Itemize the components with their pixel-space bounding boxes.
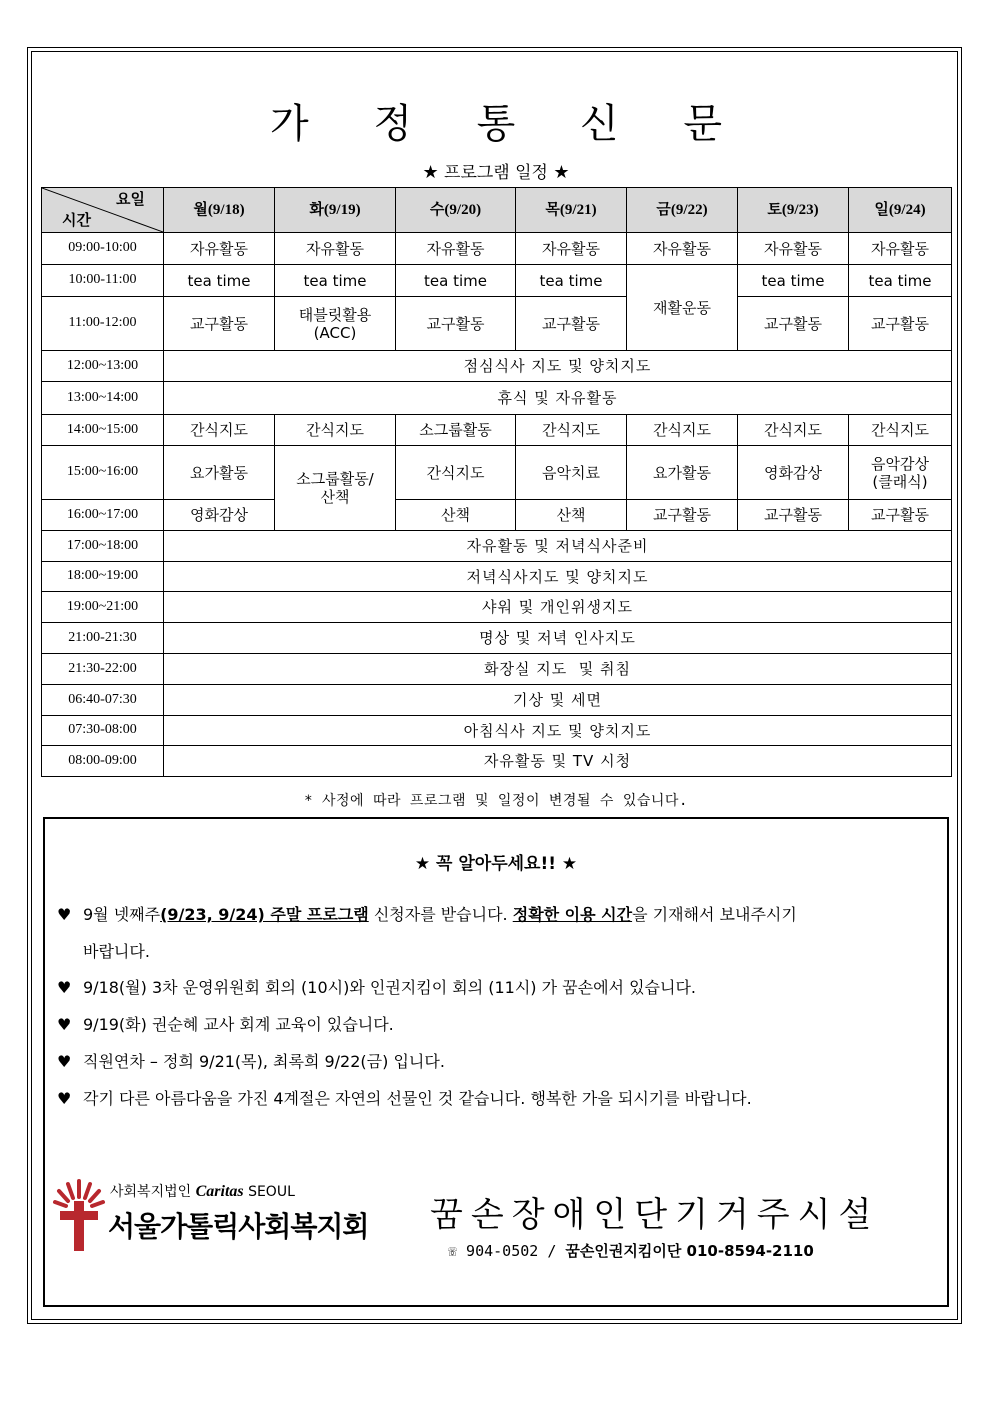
table-row: [42, 562, 952, 592]
activity-cell: tea time: [164, 265, 275, 297]
schedule-note: * 사정에 따라 프로그램 및 일정이 변경될 수 있습니다.: [304, 793, 688, 809]
notice-title-text: 꼭 알아두세요!!: [436, 854, 556, 874]
notice-text-bold: 정확한 이용 시간: [512, 905, 633, 924]
activity-cell: 간식지도: [738, 415, 849, 446]
table-row: [42, 685, 952, 716]
activity-cell: tea time: [738, 265, 849, 297]
notice-text-continued: 바랍니다.: [83, 942, 150, 961]
time-cell: 14:00~15:00: [42, 415, 164, 446]
time-cell: 19:00~21:00: [42, 592, 164, 623]
notice-item: [57, 1080, 937, 1117]
activity-cell: 간식지도: [516, 415, 627, 446]
heart-icon: ♥: [57, 978, 72, 997]
time-cell: 12:00~13:00: [42, 351, 164, 382]
table-row: [42, 654, 952, 685]
activity-cell: tea time: [849, 265, 952, 297]
time-cell: 09:00-10:00: [42, 233, 164, 265]
star-icon: ★: [561, 854, 578, 874]
notice-text: 직원연차 – 정희 9/21(목), 최록희 9/22(금) 입니다.: [83, 1052, 445, 1071]
table-row: [42, 265, 952, 297]
schedule-table: [41, 187, 952, 777]
activity-cell-wide: 샤워 및 개인위생지도: [164, 592, 952, 623]
notice-item: [57, 969, 937, 1006]
activity-cell: 산책: [396, 500, 516, 531]
star-icon: ★: [414, 854, 431, 874]
time-cell: 21:30-22:00: [42, 654, 164, 685]
phone-text: ☏ 904-0502 /: [448, 1242, 566, 1260]
activity-subtext: 산책: [320, 488, 350, 506]
time-cell: 21:00-21:30: [42, 623, 164, 654]
activity-cell-wide: 화장실 지도 및 취침: [164, 654, 952, 685]
table-row: [42, 351, 952, 382]
heart-icon: ♥: [57, 1015, 72, 1034]
logo-seoul: SEOUL: [243, 1184, 295, 1200]
heart-icon: ♥: [57, 905, 72, 924]
corner-header: [42, 188, 164, 233]
day-header: 금(9/22): [627, 188, 738, 233]
activity-cell: 교구활동: [738, 500, 849, 531]
activity-cell: 자유활동: [849, 233, 952, 265]
subtitle-text: 프로그램 일정: [444, 163, 548, 183]
logo-main-text: 서울가톨릭사회복지회: [108, 1210, 369, 1243]
table-row: [42, 446, 952, 500]
notice-item: [57, 1043, 937, 1080]
time-cell: 18:00~19:00: [42, 562, 164, 592]
table-row: [42, 531, 952, 562]
notice-item: [57, 896, 937, 970]
activity-cell: 요가활동: [627, 446, 738, 500]
notice-text: 을 기재해서 보내주시기: [632, 905, 797, 924]
table-row: [42, 623, 952, 654]
logo-top-text: [110, 1181, 295, 1201]
activity-cell-wide: 저녁식사지도 및 양치지도: [164, 562, 952, 592]
table-row: [42, 592, 952, 623]
activity-cell: tea time: [396, 265, 516, 297]
logo-org-type: 사회복지법인: [110, 1184, 196, 1200]
activity-cell: [275, 297, 396, 351]
activity-cell-wide: 명상 및 저녁 인사지도: [164, 623, 952, 654]
time-cell: 13:00~14:00: [42, 382, 164, 415]
activity-cell: 간식지도: [396, 446, 516, 500]
activity-text: 태블릿활용: [298, 305, 372, 324]
table-row: [42, 746, 952, 777]
table-row: [42, 233, 952, 265]
activity-cell: 간식지도: [164, 415, 275, 446]
activity-cell: 자유활동: [164, 233, 275, 265]
activity-cell: 간식지도: [627, 415, 738, 446]
notice-text: 각기 다른 아름다움을 가진 4계절은 자연의 선물인 것 같습니다. 행복한 가을 되시기를 바랍니다.: [83, 1089, 752, 1108]
table-row: [42, 382, 952, 415]
activity-cell: 교구활동: [627, 500, 738, 531]
day-header: 월(9/18): [164, 188, 275, 233]
activity-cell: 음악치료: [516, 446, 627, 500]
day-header: 수(9/20): [396, 188, 516, 233]
caritas-flame-icon: [52, 1175, 106, 1253]
activity-cell: 산책: [516, 500, 627, 531]
day-header: 토(9/23): [738, 188, 849, 233]
activity-cell-wide: 자유활동 및 TV 시청: [164, 746, 952, 777]
notice-text: 9/19(화) 권순혜 교사 회계 교육이 있습니다.: [83, 1015, 394, 1034]
star-icon: ★: [422, 162, 439, 183]
activity-cell: 영화감상: [738, 446, 849, 500]
activity-cell: 교구활동: [516, 297, 627, 351]
activity-cell: 교구활동: [164, 297, 275, 351]
notice-title: [45, 849, 947, 874]
table-row: [42, 716, 952, 746]
activity-text: 소그룹활동/: [296, 470, 374, 488]
rights-team-contact: 꿈손인권지킴이단 010-8594-2110: [565, 1242, 814, 1260]
day-header: 화(9/19): [275, 188, 396, 233]
page-subtitle: [0, 158, 992, 183]
activity-cell: 자유활동: [627, 233, 738, 265]
activity-cell: 재활운동: [627, 265, 738, 351]
contact-info: [448, 1240, 814, 1261]
activity-cell: tea time: [516, 265, 627, 297]
activity-cell: 간식지도: [849, 415, 952, 446]
activity-cell: 교구활동: [396, 297, 516, 351]
activity-cell: 자유활동: [516, 233, 627, 265]
activity-cell-wide: 기상 및 세면: [164, 685, 952, 716]
table-row: [42, 500, 952, 531]
activity-text: 음악감상: [871, 454, 929, 473]
time-cell: 15:00~16:00: [42, 446, 164, 500]
time-cell: 11:00-12:00: [42, 297, 164, 351]
time-cell: 10:00-11:00: [42, 265, 164, 297]
day-header: 목(9/21): [516, 188, 627, 233]
activity-cell: 자유활동: [275, 233, 396, 265]
time-cell: 07:30-08:00: [42, 716, 164, 746]
caritas-logo: [52, 1175, 382, 1265]
activity-subtext: (클래식): [872, 472, 928, 491]
activity-cell: 간식지도: [275, 415, 396, 446]
table-row: [42, 297, 952, 351]
activity-cell: [849, 446, 952, 500]
notice-text: 9/18(월) 3차 운영위원회 회의 (10시)와 인권지킴이 회의 (11시) 가 꿈손에서 있습니다.: [83, 978, 696, 997]
time-cell: 06:40-07:30: [42, 685, 164, 716]
notice-text: 신청자를 받습니다.: [368, 905, 513, 924]
activity-cell: 소그룹활동: [396, 415, 516, 446]
time-cell: 17:00~18:00: [42, 531, 164, 562]
notice-text-bold: (9/23, 9/24) 주말 프로그램: [160, 905, 369, 924]
header-row: [42, 188, 952, 233]
activity-cell: 요가활동: [164, 446, 275, 500]
logo-caritas: Caritas: [195, 1183, 244, 1200]
notice-item: [57, 1006, 937, 1043]
activity-cell: 교구활동: [849, 297, 952, 351]
heart-icon: ♥: [57, 1089, 72, 1108]
time-cell: 08:00-09:00: [42, 746, 164, 777]
activity-cell: tea time: [275, 265, 396, 297]
activity-cell: 자유활동: [396, 233, 516, 265]
time-cell: 16:00~17:00: [42, 500, 164, 531]
star-icon: ★: [553, 162, 570, 183]
activity-subtext: (ACC): [313, 323, 357, 342]
corner-day-label: 요일: [116, 190, 145, 208]
activity-cell-wide: 점심식사 지도 및 양치지도: [164, 351, 952, 382]
activity-cell: 영화감상: [164, 500, 275, 531]
activity-cell-wide: 자유활동 및 저녁식사준비: [164, 531, 952, 562]
heart-icon: ♥: [57, 1052, 72, 1071]
activity-cell: 자유활동: [738, 233, 849, 265]
activity-cell: [275, 446, 396, 531]
notice-text: 9월 넷째주: [83, 905, 161, 924]
activity-cell-wide: 아침식사 지도 및 양치지도: [164, 716, 952, 746]
page-title: 가 정 통 신 문: [269, 101, 749, 147]
table-row: [42, 415, 952, 446]
activity-cell: 교구활동: [849, 500, 952, 531]
activity-cell: 교구활동: [738, 297, 849, 351]
day-header: 일(9/24): [849, 188, 952, 233]
facility-name: 꿈손장애인단기거주시설: [430, 1195, 880, 1235]
corner-time-label: 시간: [62, 211, 91, 229]
activity-cell-wide: 휴식 및 자유활동: [164, 382, 952, 415]
